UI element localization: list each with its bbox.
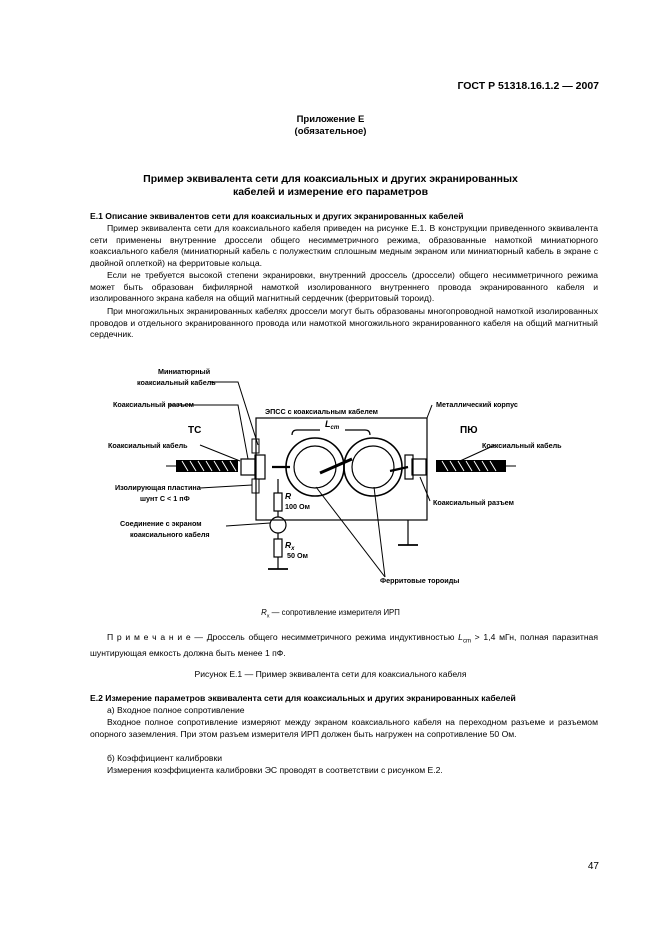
label-rx-sub: x bbox=[291, 546, 295, 552]
legend-text: — сопротивление измерителя ИРП bbox=[269, 608, 400, 617]
resistor-rx bbox=[274, 539, 282, 557]
label-coax-cable-left: Коаксиальный кабель bbox=[108, 441, 188, 450]
label-connection-2: коаксиального кабеля bbox=[130, 530, 210, 539]
label-coax-connector-right: Коаксиальный разъем bbox=[433, 498, 514, 507]
note-part2: > 1,4 мГн, полная паразитная шунтирующая емкость должна быть менее 1 пФ. bbox=[90, 632, 598, 659]
label-insulating-plate-1: Изолирующая пластина bbox=[115, 483, 201, 492]
ferrite-toroid-left-inner bbox=[294, 446, 336, 488]
paragraph-e1-2 bbox=[90, 270, 598, 305]
paragraph-e1-3-text: При многожильных экранированных кабелях дроссели могут быть образованы многопроводной намоткой изолированных проводов и отдельного экранированного провода или намоткой многожильного экранированного кабеля на общий магнитный сердечник. bbox=[90, 306, 598, 340]
note-spaced: П р и м е ч а н и е bbox=[107, 632, 191, 642]
paragraph-e2-a bbox=[90, 717, 598, 740]
paragraph-e1-3 bbox=[90, 306, 598, 341]
label-mini-coax-2: коаксиальный кабель bbox=[137, 378, 216, 387]
main-title-line2: кабелей и измерение его параметров bbox=[232, 186, 429, 198]
item-a: а) Входное полное сопротивление bbox=[107, 705, 245, 715]
label-lcm-main: L bbox=[325, 419, 331, 429]
label-coax-connector-left: Коаксиальный разъем bbox=[113, 400, 194, 409]
label-rx-value: 50 Ом bbox=[287, 551, 308, 560]
label-lcm-sub: cm bbox=[330, 425, 340, 431]
label-insulating-plate-2: шунт С < 1 пФ bbox=[140, 494, 190, 503]
ferrite-toroid-right bbox=[344, 438, 402, 496]
document-id: ГОСТ Р 51318.16.1.2 — 2007 bbox=[457, 80, 599, 92]
label-r: R bbox=[285, 491, 292, 501]
figure-note bbox=[90, 632, 598, 660]
note-sub: cm bbox=[462, 638, 471, 645]
section-e1-heading: Е.1 Описание эквивалентов сети для коаксиальных и других экранированных кабелей bbox=[90, 211, 464, 221]
ferrite-toroid-right-inner bbox=[352, 446, 394, 488]
paragraph-e1-1 bbox=[90, 223, 598, 269]
left-connector bbox=[241, 459, 255, 475]
label-tc: ТС bbox=[188, 425, 202, 436]
label-coax-cable-right: Коаксиальный кабель bbox=[482, 441, 562, 450]
legend-symbol: R bbox=[261, 608, 267, 617]
figure-legend bbox=[60, 608, 601, 620]
label-connection-1: Соединение с экраном bbox=[120, 519, 202, 528]
paragraph-e2-a-text: Входное полное сопротивление измеряют между экраном коаксиального кабеля на переходном разъеме и разъемом опорного заземления. При этом разъем измерителя ИРП должен быть нагружен на сопротивление 50 Ом. bbox=[90, 717, 598, 739]
paragraph-e1-1-text: Пример эквивалента сети для коаксиального кабеля приведен на рисунке Е.1. В конструкции приведенного эквивалента сети применены внутренние дроссели общего несимметричного режима, образованные намоткой миниатюрного коаксиального кабеля (миниатюрный кабель с полужестким сплошным медным экраном или миниатюрный кабель в экране с двойной оплеткой) на ферритовые кольца. bbox=[90, 223, 598, 268]
appendix-title: Приложение Е bbox=[296, 114, 365, 125]
resistor-r bbox=[274, 493, 282, 511]
paragraph-e1-2-text: Если не требуется высокой степени экранировки, внутренний дроссель (дроссели) общего несимметричного режима может быть образован бифилярной намоткой изолированного внутреннего провода экранированного кабеля и изолированного экрана кабеля на общий магнитный сердечник (ферритовый тороид). bbox=[90, 270, 598, 304]
label-lcm bbox=[325, 419, 340, 431]
appendix-note: (обязательное) bbox=[294, 126, 367, 137]
label-epss: ЭПСС с коаксиальным кабелем bbox=[265, 407, 378, 416]
legend-sub: x bbox=[266, 613, 270, 620]
note-part1: — Дроссель общего несимметричного режима индуктивностью bbox=[190, 632, 459, 642]
main-title-line1: Пример эквивалента сети для коаксиальных и других экранированных bbox=[143, 173, 518, 185]
note-symbol: L bbox=[458, 632, 463, 642]
label-metal-case: Металлический корпус bbox=[436, 400, 518, 409]
item-b: б) Коэффициент калибровки bbox=[107, 753, 223, 763]
label-r-value: 100 Ом bbox=[285, 502, 310, 511]
figure-caption: Рисунок Е.1 — Пример эквивалента сети для коаксиального кабеля bbox=[194, 669, 467, 679]
label-rx-main: R bbox=[285, 540, 292, 550]
section-e2-heading: Е.2 Измерение параметров эквивалента сети для коаксиальных и других экранированных кабелей bbox=[90, 693, 516, 703]
label-pu: ПЮ bbox=[460, 425, 478, 436]
page-number: 47 bbox=[587, 861, 599, 872]
paragraph-e2-b: Измерения коэффициента калибровки ЭС проводят в соответствии с рисунком Е.2. bbox=[107, 765, 443, 775]
label-mini-coax-1: Миниатюрный bbox=[158, 367, 211, 376]
equivalent-network-diagram bbox=[0, 355, 661, 595]
right-connector bbox=[412, 459, 426, 475]
label-ferrite: Ферритовые тороиды bbox=[380, 576, 460, 585]
